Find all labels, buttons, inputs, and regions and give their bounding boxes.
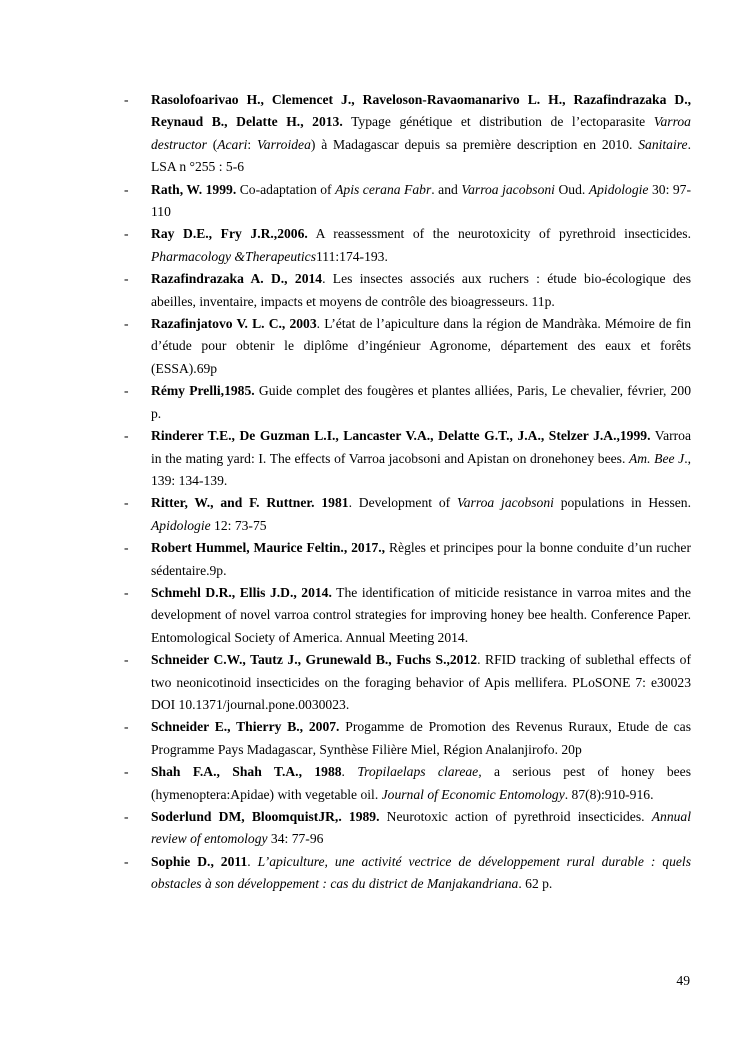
reference-authors: Ritter, W., and F. Ruttner. 1981 <box>151 495 349 511</box>
reference-text: a serious pest of honey bees (hymenoptera:Apidae) with vegetable oil. <box>151 764 691 802</box>
page-number: 49 <box>676 973 690 988</box>
reference-item <box>117 492 691 537</box>
reference-authors: Soderlund DM, BloomquistJR,. 1989. <box>151 809 380 824</box>
list-dash: - <box>124 181 129 197</box>
list-dash: - <box>124 428 129 444</box>
reference-item <box>117 179 691 224</box>
reference-item <box>117 716 691 761</box>
reference-authors: Sophie D., 2011 <box>151 853 248 869</box>
reference-item <box>117 537 691 582</box>
list-dash: - <box>124 495 129 511</box>
reference-text: A reassessment of the neurotoxicity of pyrethroid insecticides. <box>307 226 691 242</box>
reference-text: . 87(8):910-916. <box>564 786 654 802</box>
reference-text: 111:174-193. <box>316 248 388 264</box>
reference-item <box>117 649 691 716</box>
reference-text: ) à Madagascar depuis sa première description en 2010. <box>310 136 639 152</box>
list-dash: - <box>124 764 129 780</box>
reference-authors: Rinderer T.E., De Guzman L.I., Lancaster V.A., Delatte G.T., J.A., Stelzer J.A.,1999. <box>151 428 651 444</box>
reference-text: 12: 73-75 <box>210 517 267 533</box>
reference-authors: Robert Hummel, Maurice Feltin., 2017., <box>151 540 386 556</box>
reference-italic: Apidologie <box>151 517 211 533</box>
reference-item <box>117 380 691 425</box>
reference-authors: Schneider C.W., Tautz J., Grunewald B., Fuchs S.,2012 <box>151 652 478 668</box>
reference-text: Oud. <box>554 181 589 197</box>
list-dash: - <box>124 271 129 287</box>
reference-list <box>117 89 691 896</box>
reference-italic: Journal of Economic Entomology <box>381 786 565 802</box>
reference-italic: Varroidea <box>257 136 311 152</box>
reference-authors: Shah F.A., Shah T.A., 1988 <box>151 764 342 780</box>
list-dash: - <box>124 652 129 668</box>
reference-italic: Pharmacology &Therapeutics <box>151 248 316 264</box>
reference-text: Guide complet des fougères et plantes alliées, Paris, Le chevalier, février, 200 p. <box>151 383 691 421</box>
reference-italic: Tropilaelaps clareae, <box>357 764 482 780</box>
list-dash: - <box>124 719 129 735</box>
reference-text: . L’état de l’apiculture dans la région de Mandràka. Mémoire de fin d’étude pour obtenir le diplôme d’ingénieur Agronome, département des eaux et forêts (ESSA).69p <box>151 316 691 376</box>
reference-text: . RFID tracking of sublethal effects of two neonicotinoid insecticides on the foraging behavior of Apis mellifera. PLoSONE 7: e30023 DOI 10.1371/journal.pone.0030023. <box>151 652 691 712</box>
reference-item <box>117 806 691 851</box>
reference-text: . Development of <box>348 495 457 511</box>
reference-text: : <box>247 136 257 152</box>
list-dash: - <box>124 383 129 399</box>
reference-item <box>117 851 691 896</box>
reference-authors: Rasolofoarivao H., Clemencet J., Raveloson-Ravaomanarivo L. H., Razafindrazaka D., Reynaud B., Delatte H., 2013. <box>151 92 691 130</box>
reference-authors: Schneider E., Thierry B., 2007. <box>151 719 340 735</box>
reference-italic: Am. Bee J <box>629 450 685 466</box>
reference-italic: Apidologie <box>588 181 649 197</box>
reference-text: Synthèse Filière Miel, Région Analanjirofo. 20p <box>315 741 582 757</box>
reference-italic: Varroa jacobsoni <box>461 181 555 197</box>
list-dash: - <box>124 226 129 242</box>
reference-text: ( <box>206 136 218 152</box>
reference-text: Règles et principes pour la bonne conduite d’un rucher sédentaire.9p. <box>151 540 691 578</box>
reference-item <box>117 313 691 380</box>
list-dash: - <box>124 584 129 600</box>
reference-text: . and <box>431 181 462 197</box>
list-dash: - <box>124 316 129 332</box>
reference-item <box>117 761 691 806</box>
reference-italic: Annual review of entomology <box>151 809 691 847</box>
reference-text: populations in Hessen. <box>553 495 691 511</box>
reference-italic: Varroa destructor <box>151 114 691 152</box>
reference-text: Neurotoxic action of pyrethroid insecticides. <box>379 809 652 824</box>
reference-authors: Razafinjatovo V. L. C., 2003 <box>151 316 317 332</box>
reference-item <box>117 582 691 649</box>
reference-italic: Apis cerana Fabr <box>335 181 432 197</box>
reference-text: The identification of miticide resistance in varroa mites and the development of novel varroa control strategies for improving honey bee health. Conference Paper. Entomological Society of America. Annual Meeting 2014. <box>151 584 691 645</box>
reference-text: . <box>341 764 358 780</box>
reference-text: Co-adaptation of <box>236 181 336 197</box>
reference-text: Progamme de Promotion des Revenus Ruraux, Etude de cas Programme Pays Madagascar <box>151 719 691 757</box>
reference-text: 30: 97-110 <box>151 181 691 220</box>
list-dash: - <box>124 92 129 107</box>
reference-item <box>117 223 691 268</box>
reference-text: 34: 77-96 <box>267 831 324 847</box>
reference-authors: Rémy Prelli,1985. <box>151 383 255 399</box>
list-dash: - <box>124 809 129 824</box>
reference-text: . <box>247 853 258 869</box>
reference-text: ., 139: 134-139. <box>151 450 691 488</box>
reference-text: . LSA n °255 : 5-6 <box>151 136 691 175</box>
reference-item <box>117 425 691 492</box>
list-dash: - <box>124 853 129 869</box>
reference-text: . 62 p. <box>518 876 553 892</box>
reference-italic: , <box>312 741 316 757</box>
reference-authors: Schmehl D.R., Ellis J.D., 2014. <box>151 584 332 600</box>
reference-text: . Les insectes associés aux ruchers : étude bio-écologique des abeilles, inventaire, impacts et moyens de contrôle des bioagresseurs. 11p. <box>151 271 691 309</box>
reference-item <box>117 268 691 313</box>
reference-item <box>117 89 691 179</box>
reference-text: Varroa in the mating yard: I. The effects of Varroa jacobsoni and Apistan on dronehoney bees. <box>151 428 691 466</box>
reference-italic: Varroa jacobsoni <box>456 495 554 511</box>
reference-text: Typage génétique et distribution de l’ectoparasite <box>342 114 654 130</box>
reference-authors: Ray D.E., Fry J.R.,2006. <box>151 226 308 242</box>
reference-italic: Acari <box>217 136 248 152</box>
reference-italic: L’apiculture, une activité vectrice de développement rural durable : quels obstacles à son développement : cas du district de Manjakandriana <box>151 853 691 892</box>
list-dash: - <box>124 540 129 556</box>
reference-authors: Rath, W. 1999. <box>151 181 237 197</box>
reference-authors: Razafindrazaka A. D., 2014 <box>151 271 323 287</box>
reference-italic: Sanitaire <box>638 136 688 152</box>
